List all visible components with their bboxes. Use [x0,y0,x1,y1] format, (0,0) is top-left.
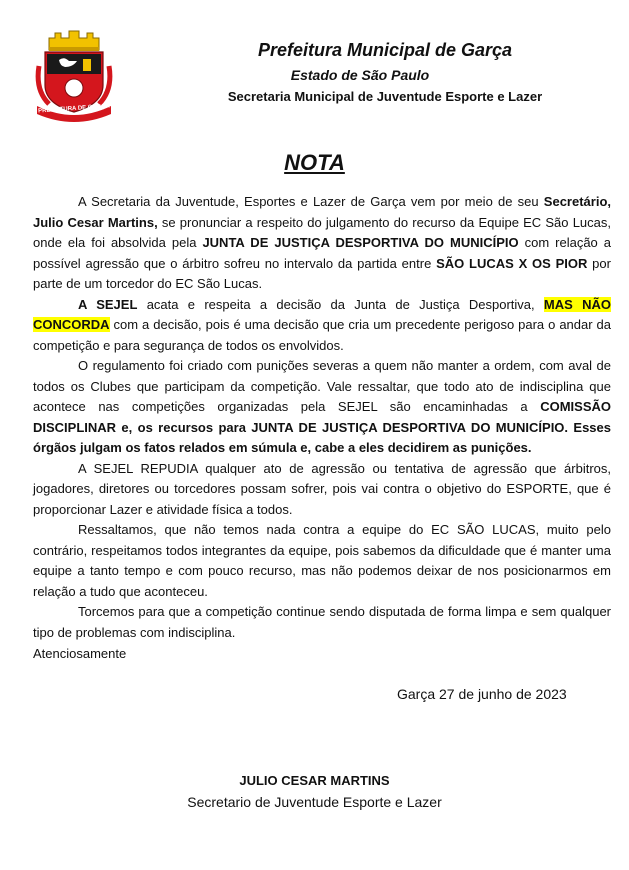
state-line: Estado de São Paulo [290,67,430,83]
highlighted-text: MAS NÃO CONCORDA [33,296,611,332]
department-line: Secretaria Municipal de Juventude Esporte e Lazer [227,89,543,104]
text-segment: A Secretaria da Juventude, Esportes e Lazer de Garça vem por meio de seu [78,194,544,209]
letterhead [130,40,600,104]
document-title: NOTA [284,150,345,175]
text-segment: com relação a possível agressão que o árbitro sofreu no intervalo da partida entre [33,235,612,271]
crest-motto-text: PREFEITURA DE GARÇA [37,103,111,115]
bold-text: SÃO LUCAS X OS PIOR [436,255,588,271]
text-segment: O regulamento foi criado com punições severas a quem não manter a ordem, com aval de todos os Clubes que participam da competição. Vale ressaltar, que todo ato de indisciplina que acontece nas competições organizadas pela SEJEL são encaminhadas a [33,358,611,414]
text-segment: Ressaltamos, que não temos nada contra a equipe do EC SÃO LUCAS, muito pelo contrário, respeitamos todos integrantes da equipe, pois sabemos da dificuldade que é manter uma equipe a tanto tempo e com pouco recurso, mas não podemos deixar de nos posicionarmos em relação a tudo que aconteceu. [33,522,611,599]
bold-text: Secretário, Julio Cesar Martins, [33,194,611,230]
body-paragraph [33,192,611,295]
date-line: Garça 27 de junho de 2023 [397,686,567,702]
bold-text: COMISSÃO DISCIPLINAR e, os recursos para JUNTA DE JUSTIÇA DESPORTIVA DO MUNICÍPIO. Esses órgãos julgam os fatos relados em súmula e, cabe a eles decidirem as punições. [33,399,611,455]
body-paragraph [33,459,611,521]
body-paragraph [33,295,611,357]
text-segment: Torcemos para que a competição continue sendo disputada de forma limpa e sem qualquer tipo de problemas com indisciplina. [33,604,611,640]
bold-text: JUNTA DE JUSTIÇA DESPORTIVA DO MUNICÍPIO [202,235,519,250]
document-body [33,192,611,643]
municipality-title: Prefeitura Municipal de Garça [257,40,513,60]
text-segment: se pronunciar a respeito do julgamento do recurso da Equipe EC São Lucas, onde ela foi absolvida pela [33,214,611,250]
signatory-role: Secretario de Juventude Esporte e Lazer [187,794,442,810]
text-segment: por parte de um torcedor do EC São Lucas. [33,255,611,291]
body-paragraph [33,356,611,459]
text-segment: com a decisão, pois é uma decisão que cria um precedente perigoso para o andar da competição e para segurança de todos os envolvidos. [33,317,611,353]
text-segment: A SEJEL REPUDIA qualquer ato de agressão ou tentativa de agressão que árbitros, jogadores, diretores ou torcedores possam sofrer, pois vai contra o objetivo do ESPORTE, que é proporcionar Lazer e atividade física a todos. [33,460,611,517]
bold-text: A SEJEL [78,296,138,312]
body-paragraph [33,602,611,643]
text-segment: acata e respeita a decisão da Junta de Justiça Desportiva, [137,296,544,312]
closing-greeting: Atenciosamente [33,646,127,661]
signatory-name: JULIO CESAR MARTINS [239,773,390,788]
body-paragraph [33,520,611,602]
